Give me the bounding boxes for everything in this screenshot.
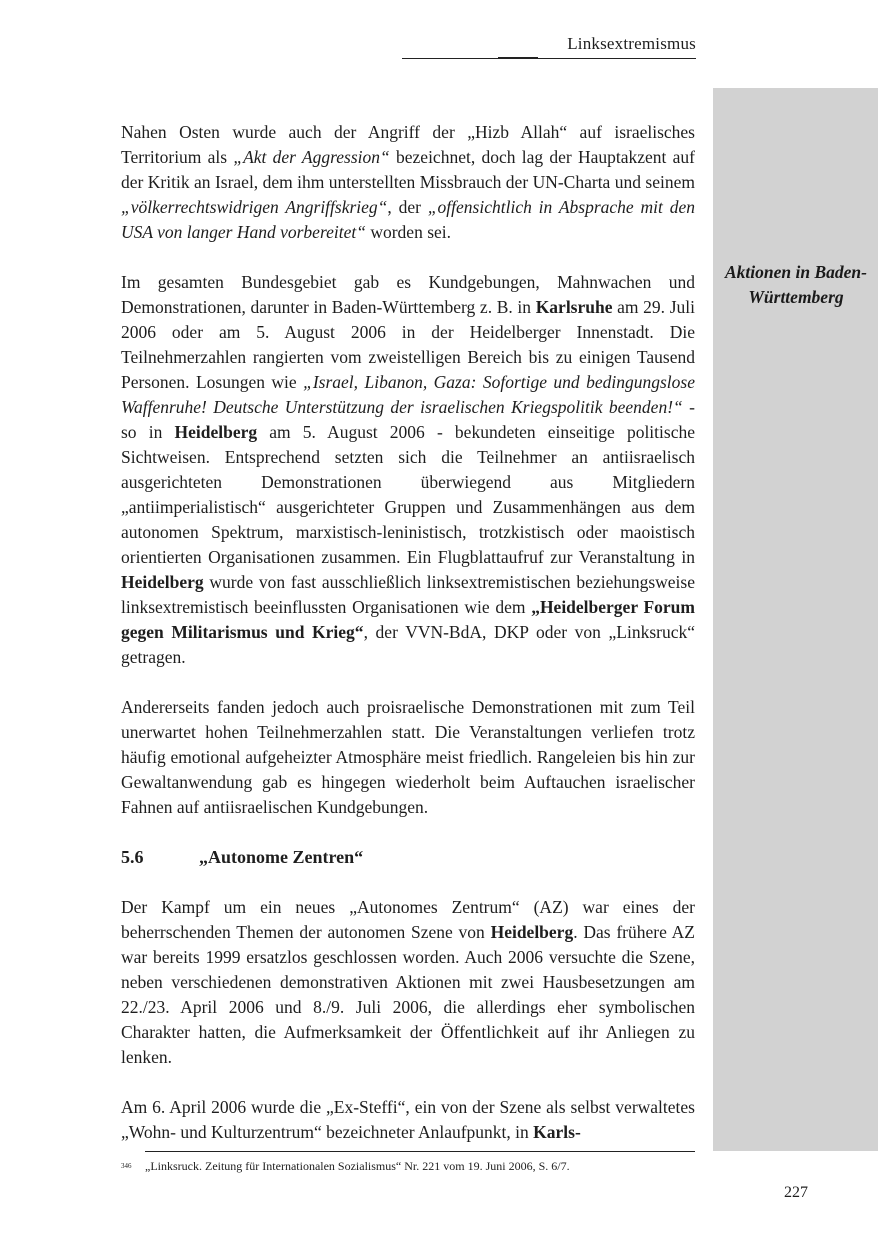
paragraph-1: Nahen Osten wurde auch der Angriff der „Hizb Allah“ auf israelisches Territorium als „Akt der Aggression“ bezeichnet, doch lag der Hauptakzent auf der Kritik an Israel, dem ihm unterstellten Missbrauch der UN-Charta und seinem „völkerrechtswidrigen Angriffskrieg“, der „offensichtlich in Absprache mit den USA von langer Hand vorbereitet“ worden sei. bbox=[121, 122, 695, 242]
place-heidelberg: Heidelberg bbox=[490, 922, 574, 942]
footnote-rule bbox=[145, 1151, 695, 1152]
quote-absprache: „offensichtlich in Absprache mit den USA von langer Hand vorbereitet“ bbox=[121, 197, 695, 242]
footnote-text: „Linksruck. Zeitung für Internationalen Sozialismus“ Nr. 221 vom 19. Juni 2006, S. 6/7. bbox=[145, 1159, 570, 1173]
place-karlsruhe: Karlsruhe bbox=[535, 297, 613, 317]
section-title: „Autonome Zentren“ bbox=[199, 847, 364, 867]
quote-losungen: „Israel, Libanon, Gaza: Sofortige und bedingungslose Waffenruhe! Deutsche Unterstützung der israelischen Kriegspolitik beenden!“ bbox=[121, 372, 695, 417]
main-text bbox=[121, 120, 695, 1145]
header-title: Linksextremismus bbox=[567, 34, 696, 53]
place-heidelberg: Heidelberg bbox=[174, 422, 258, 442]
footnote bbox=[121, 1158, 695, 1174]
organization-heidelberger-forum: „Heidelberger Forum gegen Militarismus und Krieg“ bbox=[121, 597, 695, 642]
paragraph-4: Der Kampf um ein neues „Autonomes Zentrum“ (AZ) war eines der beherrschenden Themen der autonomen Szene von Heidelberg. Das frühere AZ war bereits 1999 ersatzlos geschlossen worden. Auch 2006 versuchte die Szene, neben verschiedenen demonstrativen Aktionen mit zwei Hausbesetzungen am 22./23. April 2006 und 8./9. Juli 2006, die allerdings eher symbolischen Charakter hatten, die Aufmerksamkeit der Öffentlichkeit auf ihr Anliegen zu lenken. bbox=[121, 897, 695, 1067]
page-number: 227 bbox=[784, 1184, 808, 1201]
margin-sidebar bbox=[713, 88, 878, 1151]
quote-angriffskrieg: „völkerrechtswidrigen Angriffskrieg“ bbox=[121, 197, 388, 217]
section-heading bbox=[121, 845, 695, 870]
quote-akt-der-aggression: „Akt der Aggression“ bbox=[233, 147, 390, 167]
header-rule bbox=[402, 58, 696, 59]
place-heidelberg: Heidelberg bbox=[121, 572, 204, 592]
header-rule-accent bbox=[498, 57, 538, 59]
paragraph-2: Im gesamten Bundesgebiet gab es Kundgebungen, Mahnwachen und Demonstrationen, darunter in Baden-Württemberg z. B. in Karlsruhe am 29. Juli 2006 oder am 5. August 2006 in der Heidelberger Innenstadt. Die Teilnehmerzahlen rangierten vom zweistelligen Bereich bis zu einigen Tausend Personen. Losungen wie „Israel, Libanon, Gaza: Sofortige und bedingungslose Waffenruhe! Deutsche Unterstützung der israelischen Kriegspolitik beenden!“ - so in Heidelberg am 5. August 2006 - bekundeten einseitige politische Sichtweisen. Entsprechend setzten sich die Teilnehmer an antiisraelisch ausgerichteten Demonstrationen überwiegend aus Mitgliedern „antiimperialistisch“ ausgerichteter Gruppen und Zusammenhängen aus dem autonomen Spektrum, marxistisch-leninistisch, trotzkistisch oder maoistisch orientierten Organisationen zusammen. Ein Flugblattaufruf zur Veranstaltung in Heidelberg wurde von fast ausschließlich linksextremistischen beziehungsweise linksextremistisch beeinflussten Organisationen wie dem „Heidelberger Forum gegen Militarismus und Krieg“, der VVN-BdA, DKP oder von „Linksruck“ getragen. bbox=[121, 272, 696, 667]
place-karlsruhe: Karls- bbox=[533, 1122, 581, 1142]
paragraph-5: Am 6. April 2006 wurde die „Ex-Steffi“, ein von der Szene als selbst verwaltetes „Wohn- und Kulturzentrum“ bezeichneter Anlaufpunkt, in Karls- bbox=[121, 1097, 695, 1142]
section-number: 5.6 bbox=[121, 847, 144, 867]
paragraph-3: Andererseits fanden jedoch auch proisraelische Demonstrationen mit zum Teil unerwartet hohen Teilnehmerzahlen statt. Die Veranstaltungen verliefen trotz häufig emotional aufgeheizter Atmosphäre meist friedlich. Rangeleien bis hin zur Gewaltanwendung gab es hingegen wiederholt beim Auftauchen israelischer Fahnen auf antiisraelischen Kundgebungen. bbox=[121, 697, 695, 817]
footnote-number: 346 bbox=[121, 1162, 132, 1170]
sidebar-note: Aktionen in Baden-Württemberg bbox=[725, 262, 867, 307]
